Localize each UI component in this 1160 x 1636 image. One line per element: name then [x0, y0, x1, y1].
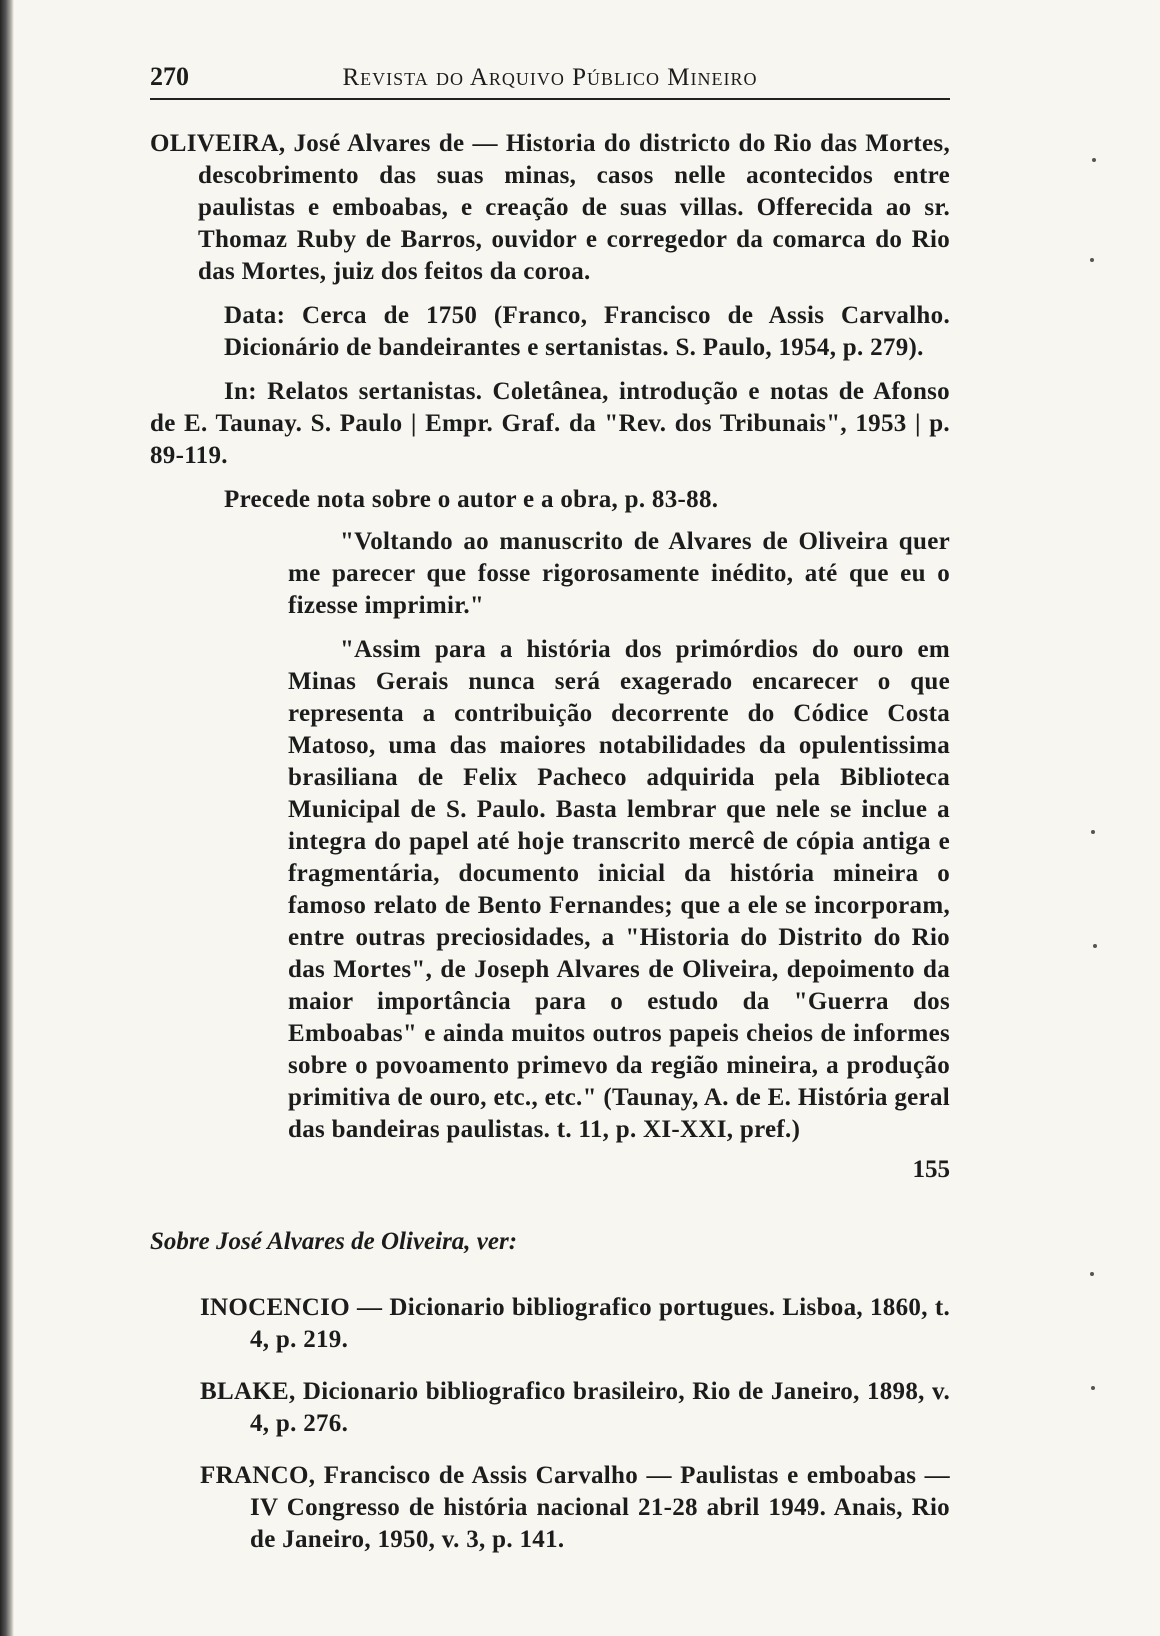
scan-speck: [1090, 258, 1094, 262]
see-also-heading: Sobre José Alvares de Oliveira, ver:: [150, 1228, 518, 1255]
journal-title: Revista do Arquivo Público Mineiro: [342, 64, 758, 91]
running-header: [150, 58, 950, 100]
reference-item: FRANCO, Francisco de Assis Carvalho — Paulistas e emboabas — IV Congresso de história nacional 21-28 abril 1949. Anais, Rio de Janeiro, 1950, v. 3, p. 141.: [200, 1462, 950, 1553]
entry-quote-1: "Voltando ao manuscrito de Alvares de Oliveira quer me parecer que fosse rigorosamente inédito, até que eu o fizesse imprimir.": [288, 528, 950, 619]
entry-number: 155: [912, 1156, 950, 1183]
entry-note: Precede nota sobre o autor e a obra, p. 83-88.: [224, 486, 719, 513]
page-number: 270: [150, 62, 189, 91]
entry-publication: In: Relatos sertanistas. Coletânea, introdução e notas de Afonso de E. Taunay. S. Paulo | Empr. Graf. da "Rev. dos Tribunais", 1953 | p. 89-119.: [150, 378, 950, 469]
scan-speck: [1090, 1272, 1094, 1276]
scan-speck: [1091, 1386, 1095, 1390]
document-page: [150, 58, 950, 1556]
entry-quote-2: "Assim para a história dos primórdios do ouro em Minas Gerais nunca será exagerado encarecer o que representa a contribuição decorrente do Códice Costa Matoso, uma das maiores notabilidades da opulentissima brasiliana de Felix Pacheco adquirida pela Biblioteca Municipal de S. Paulo. Basta lembrar que nele se inclue a integra do papel até hoje transcrito mercê de cópia antiga e fragmentária, documento inicial da história mineira o famoso relato de Bento Fernandes; que a ele se incorporam, entre outras preciosidades, a "Historia do Distrito do Rio das Mortes", de Joseph Alvares de Oliveira, depoimento da maior importância para o estudo da "Guerra dos Emboabas" e ainda muitos outros papeis cheios de informes sobre o povoamento primevo da região mineira, a produção primitiva de ouro, etc., etc." (Taunay, A. de E. História geral das bandeiras paulistas. t. 11, p. XI-XXI, pref.): [288, 636, 950, 1143]
scan-speck: [1093, 944, 1097, 948]
entry-title: OLIVEIRA, José Alvares de — Historia do districto do Rio das Mortes, descobrimento das suas minas, casos nelle acontecidos entre paulistas e emboabas, e creação de suas villas. Offerecida ao sr. Thomaz Ruby de Barros, ouvidor e corregedor da comarca do Rio das Mortes, juiz dos feitos da coroa.: [150, 130, 950, 285]
scan-speck: [1092, 158, 1096, 162]
reference-item: BLAKE, Dicionario bibliografico brasileiro, Rio de Janeiro, 1898, v. 4, p. 276.: [200, 1378, 950, 1437]
scan-speck: [1091, 830, 1095, 834]
reference-item: INOCENCIO — Dicionario bibliografico portugues. Lisboa, 1860, t. 4, p. 219.: [200, 1294, 950, 1353]
entry-date-note: Data: Cerca de 1750 (Franco, Francisco de Assis Carvalho. Dicionário de bandeirantes e sertanistas. S. Paulo, 1954, p. 279).: [224, 302, 950, 361]
page-binding-shadow: [0, 0, 14, 1636]
